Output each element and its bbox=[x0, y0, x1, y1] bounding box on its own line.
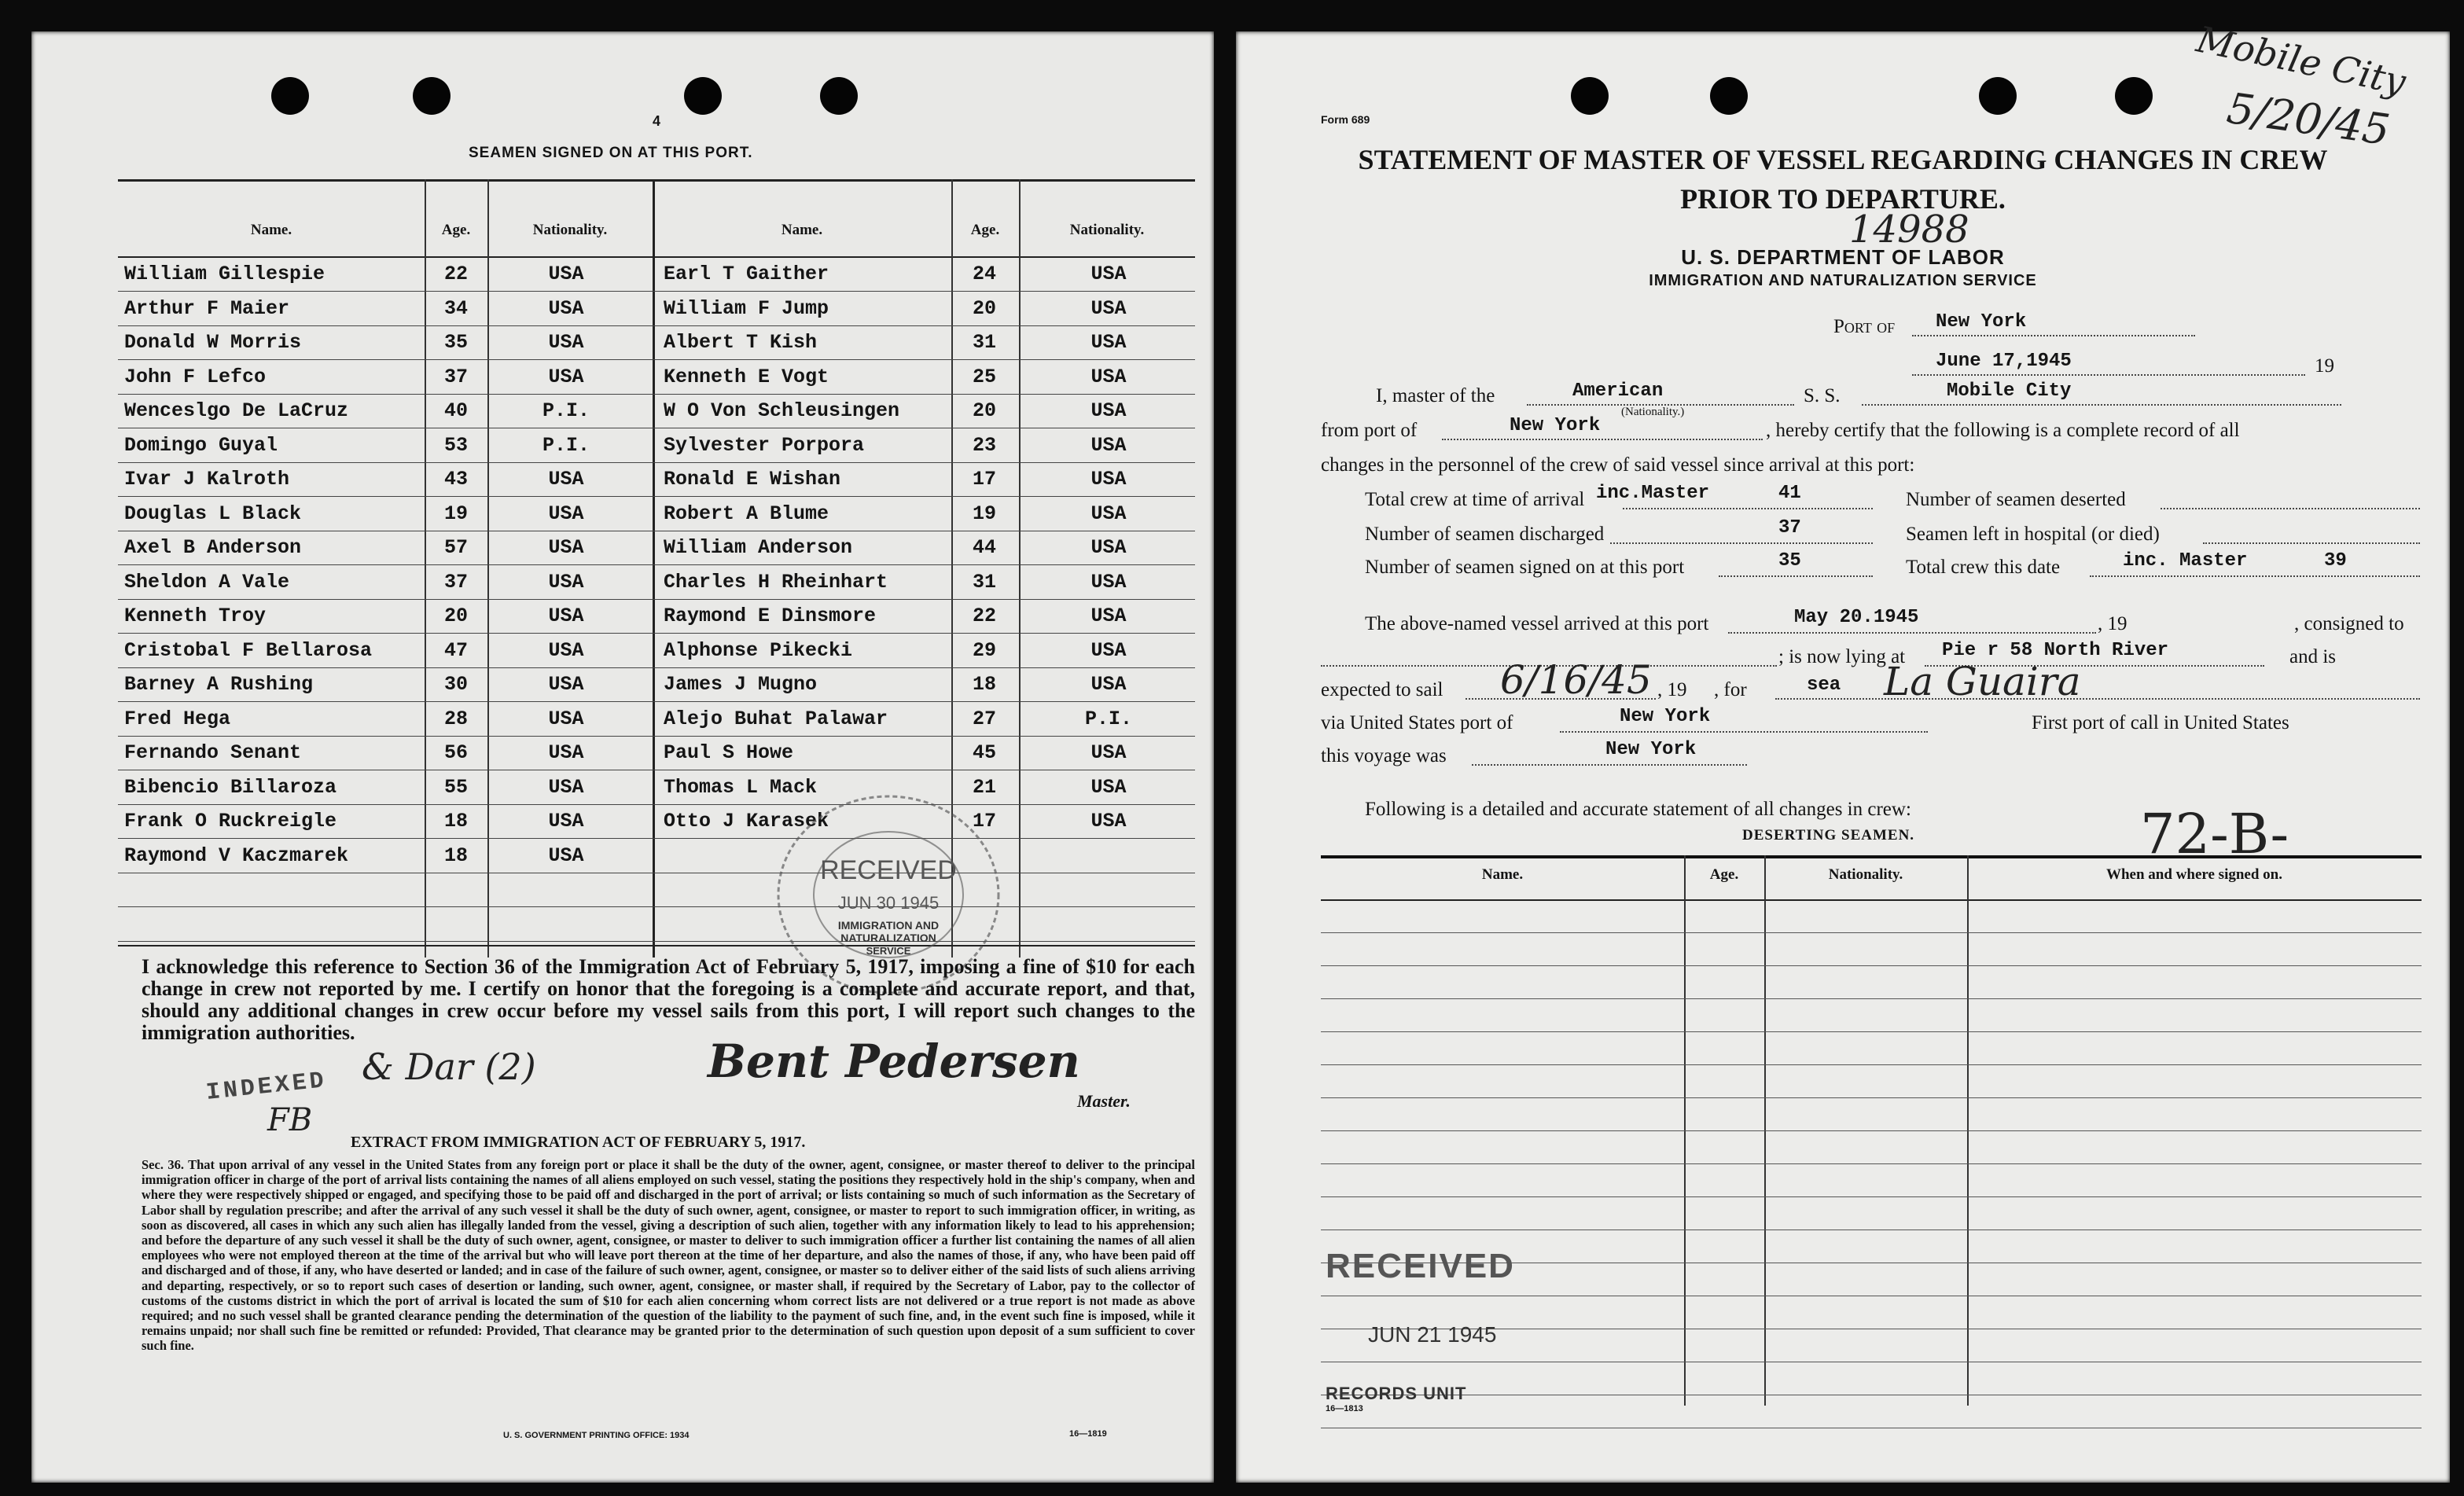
seaman-name: Otto J Karasek bbox=[664, 810, 829, 833]
seaman-name: Douglas L Black bbox=[124, 502, 302, 525]
seaman-name: John F Lefco bbox=[124, 365, 267, 388]
header-nationality: Nationality. bbox=[532, 222, 608, 238]
seaman-nationality: USA bbox=[1090, 673, 1127, 696]
seaman-age: 22 bbox=[443, 263, 468, 285]
master-of-label: I, master of the bbox=[1376, 385, 1495, 406]
seaman-nationality: USA bbox=[1090, 570, 1127, 594]
seaman-nationality: USA bbox=[548, 775, 584, 799]
punch-hole bbox=[413, 77, 451, 115]
signed-on-label: Number of seamen signed on at this port bbox=[1365, 557, 1685, 578]
header-name: Name. bbox=[250, 222, 292, 238]
punch-hole bbox=[1979, 77, 2017, 115]
punch-hole bbox=[2115, 77, 2153, 115]
table-row bbox=[118, 429, 1195, 463]
for-value: sea bbox=[1807, 674, 1841, 696]
total-crew-arrival-note: inc.Master bbox=[1596, 483, 1710, 504]
seaman-name: Paul S Howe bbox=[664, 741, 794, 764]
consigned-label: , consigned to bbox=[2294, 613, 2404, 634]
table-row bbox=[118, 361, 1195, 395]
master-signature: Bent Pedersen bbox=[708, 1035, 1080, 1088]
seaman-nationality: USA bbox=[1090, 605, 1127, 627]
stamp-bottom-2: NATURALIZATION bbox=[840, 932, 936, 944]
nationality-caption: (Nationality.) bbox=[1621, 406, 1685, 418]
seaman-age: 22 bbox=[972, 605, 996, 627]
punch-hole bbox=[820, 77, 858, 115]
seamen-signed-table bbox=[118, 179, 1195, 958]
table-row bbox=[118, 463, 1195, 497]
seaman-nationality: USA bbox=[548, 331, 584, 354]
seaman-age: 20 bbox=[972, 296, 996, 320]
seaman-age: 47 bbox=[443, 638, 468, 662]
seaman-age: 17 bbox=[972, 468, 996, 491]
table-row bbox=[118, 737, 1195, 770]
seaman-age: 18 bbox=[443, 844, 468, 867]
header-age: Age. bbox=[441, 222, 471, 238]
master-label: Master. bbox=[1077, 1091, 1131, 1111]
seaman-age: 31 bbox=[972, 570, 996, 594]
seaman-nationality: USA bbox=[548, 810, 584, 833]
seaman-name: Axel B Anderson bbox=[124, 536, 302, 559]
seaman-nationality: USA bbox=[1090, 263, 1127, 285]
ship-name: Mobile City bbox=[1947, 380, 2072, 402]
lying-value: Pie r 58 North River bbox=[1942, 640, 2169, 661]
seaman-age: 45 bbox=[972, 741, 996, 764]
expected-label: expected to sail bbox=[1321, 679, 1443, 700]
table-row bbox=[118, 395, 1195, 428]
seaman-nationality: USA bbox=[548, 365, 584, 388]
via-label: via United States port of bbox=[1321, 712, 1513, 733]
seaman-nationality: USA bbox=[1090, 365, 1127, 388]
seaman-nationality: USA bbox=[548, 673, 584, 696]
seaman-nationality: USA bbox=[548, 707, 584, 730]
deserting-row-line bbox=[1321, 1031, 2422, 1032]
form-title-line1: STATEMENT OF MASTER OF VESSEL REGARDING CHANGES IN CREW bbox=[1358, 144, 2328, 175]
punch-hole bbox=[1571, 77, 1609, 115]
seaman-nationality: USA bbox=[548, 605, 584, 627]
seaman-nationality: P.I. bbox=[542, 399, 590, 422]
destination-handwritten: La Guaira bbox=[1884, 659, 2081, 704]
seaman-name: Kenneth E Vogt bbox=[664, 365, 829, 388]
seaman-name: William F Jump bbox=[664, 296, 829, 320]
seaman-nationality: USA bbox=[1090, 331, 1127, 354]
deserting-row-line bbox=[1321, 1196, 2422, 1197]
seaman-nationality: USA bbox=[1090, 468, 1127, 491]
lying-label: ; is now lying at bbox=[1778, 646, 1906, 667]
seaman-age: 55 bbox=[443, 775, 468, 799]
total-crew-arrival-value: 41 bbox=[1778, 483, 1801, 504]
seaman-age: 31 bbox=[972, 331, 996, 354]
stamp-bottom-3: SERVICE bbox=[866, 945, 911, 957]
from-port-value: New York bbox=[1510, 415, 1601, 436]
seaman-age: 18 bbox=[972, 673, 996, 696]
seaman-age: 34 bbox=[443, 296, 468, 320]
seaman-nationality: USA bbox=[1090, 810, 1127, 833]
seaman-name: Donald W Morris bbox=[124, 331, 302, 354]
seaman-name: Fernando Senant bbox=[124, 741, 302, 764]
for-label: , for bbox=[1714, 679, 1747, 700]
deserting-title: DESERTING SEAMEN. bbox=[1742, 827, 1915, 844]
seaman-age: 25 bbox=[972, 365, 996, 388]
table-row bbox=[118, 292, 1195, 326]
handwritten-date-note: 5/20/45 bbox=[2223, 83, 2393, 156]
seaman-nationality: USA bbox=[548, 296, 584, 320]
seaman-nationality: P.I. bbox=[542, 433, 590, 457]
seaman-age: 44 bbox=[972, 536, 996, 559]
service-name: IMMIGRATION AND NATURALIZATION SERVICE bbox=[1649, 272, 2037, 289]
seaman-nationality: USA bbox=[1090, 399, 1127, 422]
file-number: 14988 bbox=[1849, 208, 1969, 252]
table-row bbox=[118, 703, 1195, 737]
seaman-name: Kenneth Troy bbox=[124, 605, 267, 627]
seaman-age: 18 bbox=[443, 810, 468, 833]
expected-value: 6/16/45 bbox=[1500, 657, 1652, 703]
seaman-age: 37 bbox=[443, 570, 468, 594]
seaman-age: 27 bbox=[972, 707, 996, 730]
received-stamp-right: RECEIVED bbox=[1326, 1247, 1515, 1285]
ss-label: S. S. bbox=[1804, 385, 1841, 406]
seaman-nationality: USA bbox=[548, 502, 584, 525]
deserted-label: Number of seamen deserted bbox=[1906, 489, 2126, 510]
seaman-name: Cristobal F Bellarosa bbox=[124, 638, 373, 662]
seaman-name: Robert A Blume bbox=[664, 502, 829, 525]
handwritten-initials: FB bbox=[267, 1102, 313, 1138]
seaman-age: 35 bbox=[443, 331, 468, 354]
seaman-name: Fred Hega bbox=[124, 707, 231, 730]
section-36-text: Sec. 36. That upon arrival of any vessel in the United States from any foreign port or place it shall be the duty of the owner, agent, consignee, or master thereof to deliver to the principal immigration officer in charge of the port of arrival lists containing the names of all aliens employed on such vessel, stating the positions they respectively hold in the ship's company, when and where they were respectively shipped or engaged, and specifying those to be paid off and discharged in the port of arrival; or lists containing so much of such information as the Secretary of Labor shall by regulation prescribe; and after the arrival of any such vessel it shall be the duty of such owner, agent, consignee, or master to report to such immigration officer, in writing, as soon as discovered, all cases in which any such alien has illegally landed from the vessel, giving a description of such alien, together with any information likely to lead to his apprehension; and before the departure of any such vessel it shall be the duty of such owner, agent, consignee, or master to deliver to such immigration officer a further list containing the names of all alien employees who were not employed thereon at the time of the arrival but who will leave port thereon at the time of her departure, and also the names of those, if any, who have been paid off and discharged and of those, if any, who have deserted or landed; and in case of the failure of such owner, agent, consignee, or master so to deliver either of the said lists of such aliens arriving and departing, respectively, or so to report such cases of desertion or landing, such owner, agent, consignee, or master shall, if required by the Secretary of Labor, pay to the collector of customs of the customs district in which the port of arrival is located the sum of $10 for each alien concerning whom correct lists are not delivered or a true report is not made as above required; and no such vessel shall be granted clearance pending the determination of the question of the liability to the payment of such fine, and, in the event such fine is imposed, while it remains unpaid; nor shall such fine be remitted or refunded: Provided, That clearance may be granted prior to the determination of such question upon deposit of a sum sufficient to cover such fine. bbox=[142, 1157, 1195, 1354]
nationality-value: American bbox=[1572, 380, 1664, 402]
seaman-age: 56 bbox=[443, 741, 468, 764]
arrived-label: The above-named vessel arrived at this port bbox=[1365, 613, 1709, 634]
seaman-name: Alphonse Pikecki bbox=[664, 638, 853, 662]
table-row bbox=[118, 668, 1195, 702]
right-form-code: 16—1813 bbox=[1326, 1404, 1363, 1413]
table-row bbox=[118, 326, 1195, 360]
seaman-name: William Gillespie bbox=[124, 263, 325, 285]
header-name-2: Name. bbox=[781, 222, 823, 238]
signed-on-value: 35 bbox=[1778, 550, 1801, 572]
seaman-nationality: USA bbox=[548, 536, 584, 559]
stamp-date-text: JUN 30 1945 bbox=[837, 893, 940, 913]
seaman-age: 53 bbox=[443, 433, 468, 457]
seaman-nationality: USA bbox=[548, 844, 584, 867]
department-name: U. S. DEPARTMENT OF LABOR bbox=[1681, 245, 2005, 269]
total-crew-arrival-label: Total crew at time of arrival bbox=[1365, 489, 1585, 510]
seaman-nationality: USA bbox=[1090, 638, 1127, 662]
deserting-row-line bbox=[1321, 1097, 2422, 1098]
seaman-name: W O Von Schleusingen bbox=[664, 399, 900, 422]
seaman-nationality: USA bbox=[1090, 536, 1127, 559]
seaman-age: 23 bbox=[972, 433, 996, 457]
seaman-age: 20 bbox=[443, 605, 468, 627]
table-row bbox=[118, 566, 1195, 600]
left-page bbox=[31, 31, 1214, 1483]
seaman-age: 20 bbox=[972, 399, 996, 422]
seaman-age: 24 bbox=[972, 263, 996, 285]
seaman-name: Raymond E Dinsmore bbox=[664, 605, 877, 627]
received-date-right: JUN 21 1945 bbox=[1368, 1322, 1497, 1347]
deserting-row-line bbox=[1321, 1163, 2422, 1164]
records-unit-stamp: RECORDS UNIT bbox=[1326, 1384, 1467, 1403]
seaman-name: Raymond V Kaczmarek bbox=[124, 844, 349, 867]
seaman-age: 57 bbox=[443, 536, 468, 559]
left-form-code: 16—1819 bbox=[1069, 1429, 1107, 1439]
seaman-name: Barney A Rushing bbox=[124, 673, 314, 696]
arrived-value: May 20.1945 bbox=[1794, 607, 1919, 628]
seaman-age: 29 bbox=[972, 638, 996, 662]
date-year-suffix: 19 bbox=[2315, 355, 2334, 377]
seaman-name: Frank O Ruckreigle bbox=[124, 810, 337, 833]
stamp-received-text: RECEIVED bbox=[820, 855, 957, 885]
seaman-age: 19 bbox=[443, 502, 468, 525]
via-value: New York bbox=[1620, 706, 1711, 727]
seaman-name: James J Mugno bbox=[664, 673, 818, 696]
seaman-age: 28 bbox=[443, 707, 468, 730]
stamp-bottom-1: IMMIGRATION AND bbox=[837, 919, 940, 932]
discharged-value: 37 bbox=[1778, 517, 1801, 538]
right-page bbox=[1236, 17, 2450, 1483]
handwritten-ship-note: Mobile City bbox=[2193, 17, 2410, 104]
port-label: Port of bbox=[1833, 316, 1896, 337]
seaman-name: Earl T Gaither bbox=[664, 263, 829, 285]
voyage-label: this voyage was bbox=[1321, 745, 1447, 766]
table-row bbox=[118, 600, 1195, 634]
section-title: SEAMEN SIGNED ON AT THIS PORT. bbox=[469, 145, 753, 161]
deserting-row-line bbox=[1321, 1130, 2422, 1131]
deserting-header-name: Name. bbox=[1481, 866, 1524, 883]
total-crew-date-note: inc. Master bbox=[2123, 550, 2248, 572]
seaman-age: 30 bbox=[443, 673, 468, 696]
seaman-name: Arthur F Maier bbox=[124, 296, 290, 320]
from-port-label: from port of bbox=[1321, 420, 1418, 441]
seaman-name: Ivar J Kalroth bbox=[124, 468, 290, 491]
form-title-line2: PRIOR TO DEPARTURE. bbox=[1680, 183, 2006, 215]
handwritten-marks: & Dar (2) bbox=[362, 1046, 536, 1088]
deserting-row-line bbox=[1321, 932, 2422, 933]
deserting-row-line bbox=[1321, 965, 2422, 966]
seaman-name: Ronald E Wishan bbox=[664, 468, 841, 491]
port-value: New York bbox=[1936, 311, 2027, 333]
changes-text: changes in the personnel of the crew of said vessel since arrival at this port: bbox=[1321, 454, 1915, 476]
seaman-age: 43 bbox=[443, 468, 468, 491]
form-number: Form 689 bbox=[1321, 113, 1370, 126]
seaman-name: Charles H Rheinhart bbox=[664, 570, 888, 594]
seaman-name: Thomas L Mack bbox=[664, 775, 818, 799]
header-nationality-2: Nationality. bbox=[1069, 222, 1145, 238]
seaman-age: 19 bbox=[972, 502, 996, 525]
and-is-label: and is bbox=[2289, 646, 2337, 667]
punch-hole bbox=[1710, 77, 1748, 115]
hospital-label: Seamen left in hospital (or died) bbox=[1906, 524, 2160, 545]
punch-hole bbox=[684, 77, 722, 115]
table-row bbox=[118, 258, 1195, 292]
seaman-name: Sylvester Porpora bbox=[664, 433, 865, 457]
page-number: 4 bbox=[653, 113, 661, 129]
seaman-age: 40 bbox=[443, 399, 468, 422]
seaman-name: Alejo Buhat Palawar bbox=[664, 707, 888, 730]
voyage-value: New York bbox=[1605, 739, 1697, 760]
expected-year-suffix: , 19 bbox=[1657, 679, 1687, 700]
certify-text: , hereby certify that the following is a complete record of all bbox=[1766, 420, 2240, 441]
header-age-2: Age. bbox=[970, 222, 1000, 238]
seaman-age: 37 bbox=[443, 365, 468, 388]
seaman-name: Domingo Guyal bbox=[124, 433, 278, 457]
seaman-nationality: USA bbox=[1090, 502, 1127, 525]
seaman-nationality: USA bbox=[1090, 296, 1127, 320]
seaman-nationality: USA bbox=[1090, 775, 1127, 799]
seaman-name: William Anderson bbox=[664, 536, 853, 559]
deserting-row-line bbox=[1321, 1064, 2422, 1065]
seaman-name: Albert T Kish bbox=[664, 331, 818, 354]
following-text: Following is a detailed and accurate statement of all changes in crew: bbox=[1365, 799, 1911, 820]
deserting-row-line bbox=[1321, 998, 2422, 999]
seaman-nationality: USA bbox=[1090, 433, 1127, 457]
printing-office: U. S. GOVERNMENT PRINTING OFFICE: 1934 bbox=[503, 1431, 690, 1440]
seaman-nationality: USA bbox=[1090, 741, 1127, 764]
arrived-year-suffix: , 19 bbox=[2098, 613, 2127, 634]
seaman-name: Bibencio Billaroza bbox=[124, 775, 337, 799]
handwritten-code: 72-B- bbox=[2140, 802, 2289, 866]
seaman-nationality: USA bbox=[548, 263, 584, 285]
seaman-name: Wenceslgo De LaCruz bbox=[124, 399, 349, 422]
deserting-header-age: Age. bbox=[1709, 866, 1739, 883]
acknowledgement-text: I acknowledge this reference to Section 36 of the Immigration Act of February 5, 1917, imposing a fine of $10 for each change in crew not reported by me. I certify on honor that the foregoing is a complete and accurate report, and that, should any additional changes in crew occur before my vessel sails from this port, I will report such changes to the immigration authorities. bbox=[142, 955, 1195, 1044]
seaman-nationality: USA bbox=[548, 468, 584, 491]
total-crew-date-label: Total crew this date bbox=[1906, 557, 2061, 578]
deserting-header-nationality: Nationality. bbox=[1828, 866, 1903, 883]
table-row bbox=[118, 498, 1195, 531]
table-row bbox=[118, 840, 1195, 873]
total-crew-date-value: 39 bbox=[2324, 550, 2347, 572]
seaman-nationality: P.I. bbox=[1084, 707, 1132, 730]
deserting-header-when-where: When and where signed on. bbox=[2105, 866, 2282, 883]
date-value: June 17,1945 bbox=[1936, 351, 2072, 372]
table-row bbox=[118, 771, 1195, 805]
table-row bbox=[118, 634, 1195, 668]
seaman-age: 17 bbox=[972, 810, 996, 833]
indexed-stamp: INDEXED bbox=[204, 1068, 329, 1107]
first-port-label: First port of call in United States bbox=[2032, 712, 2289, 733]
table-row bbox=[118, 805, 1195, 839]
seaman-age: 21 bbox=[972, 775, 996, 799]
seaman-name: Sheldon A Vale bbox=[124, 570, 290, 594]
punch-hole bbox=[271, 77, 309, 115]
table-row bbox=[118, 531, 1195, 565]
seaman-nationality: USA bbox=[548, 638, 584, 662]
seaman-nationality: USA bbox=[548, 741, 584, 764]
seaman-nationality: USA bbox=[548, 570, 584, 594]
discharged-label: Number of seamen discharged bbox=[1365, 524, 1605, 545]
extract-title: EXTRACT FROM IMMIGRATION ACT OF FEBRUARY 5, 1917. bbox=[351, 1134, 806, 1151]
